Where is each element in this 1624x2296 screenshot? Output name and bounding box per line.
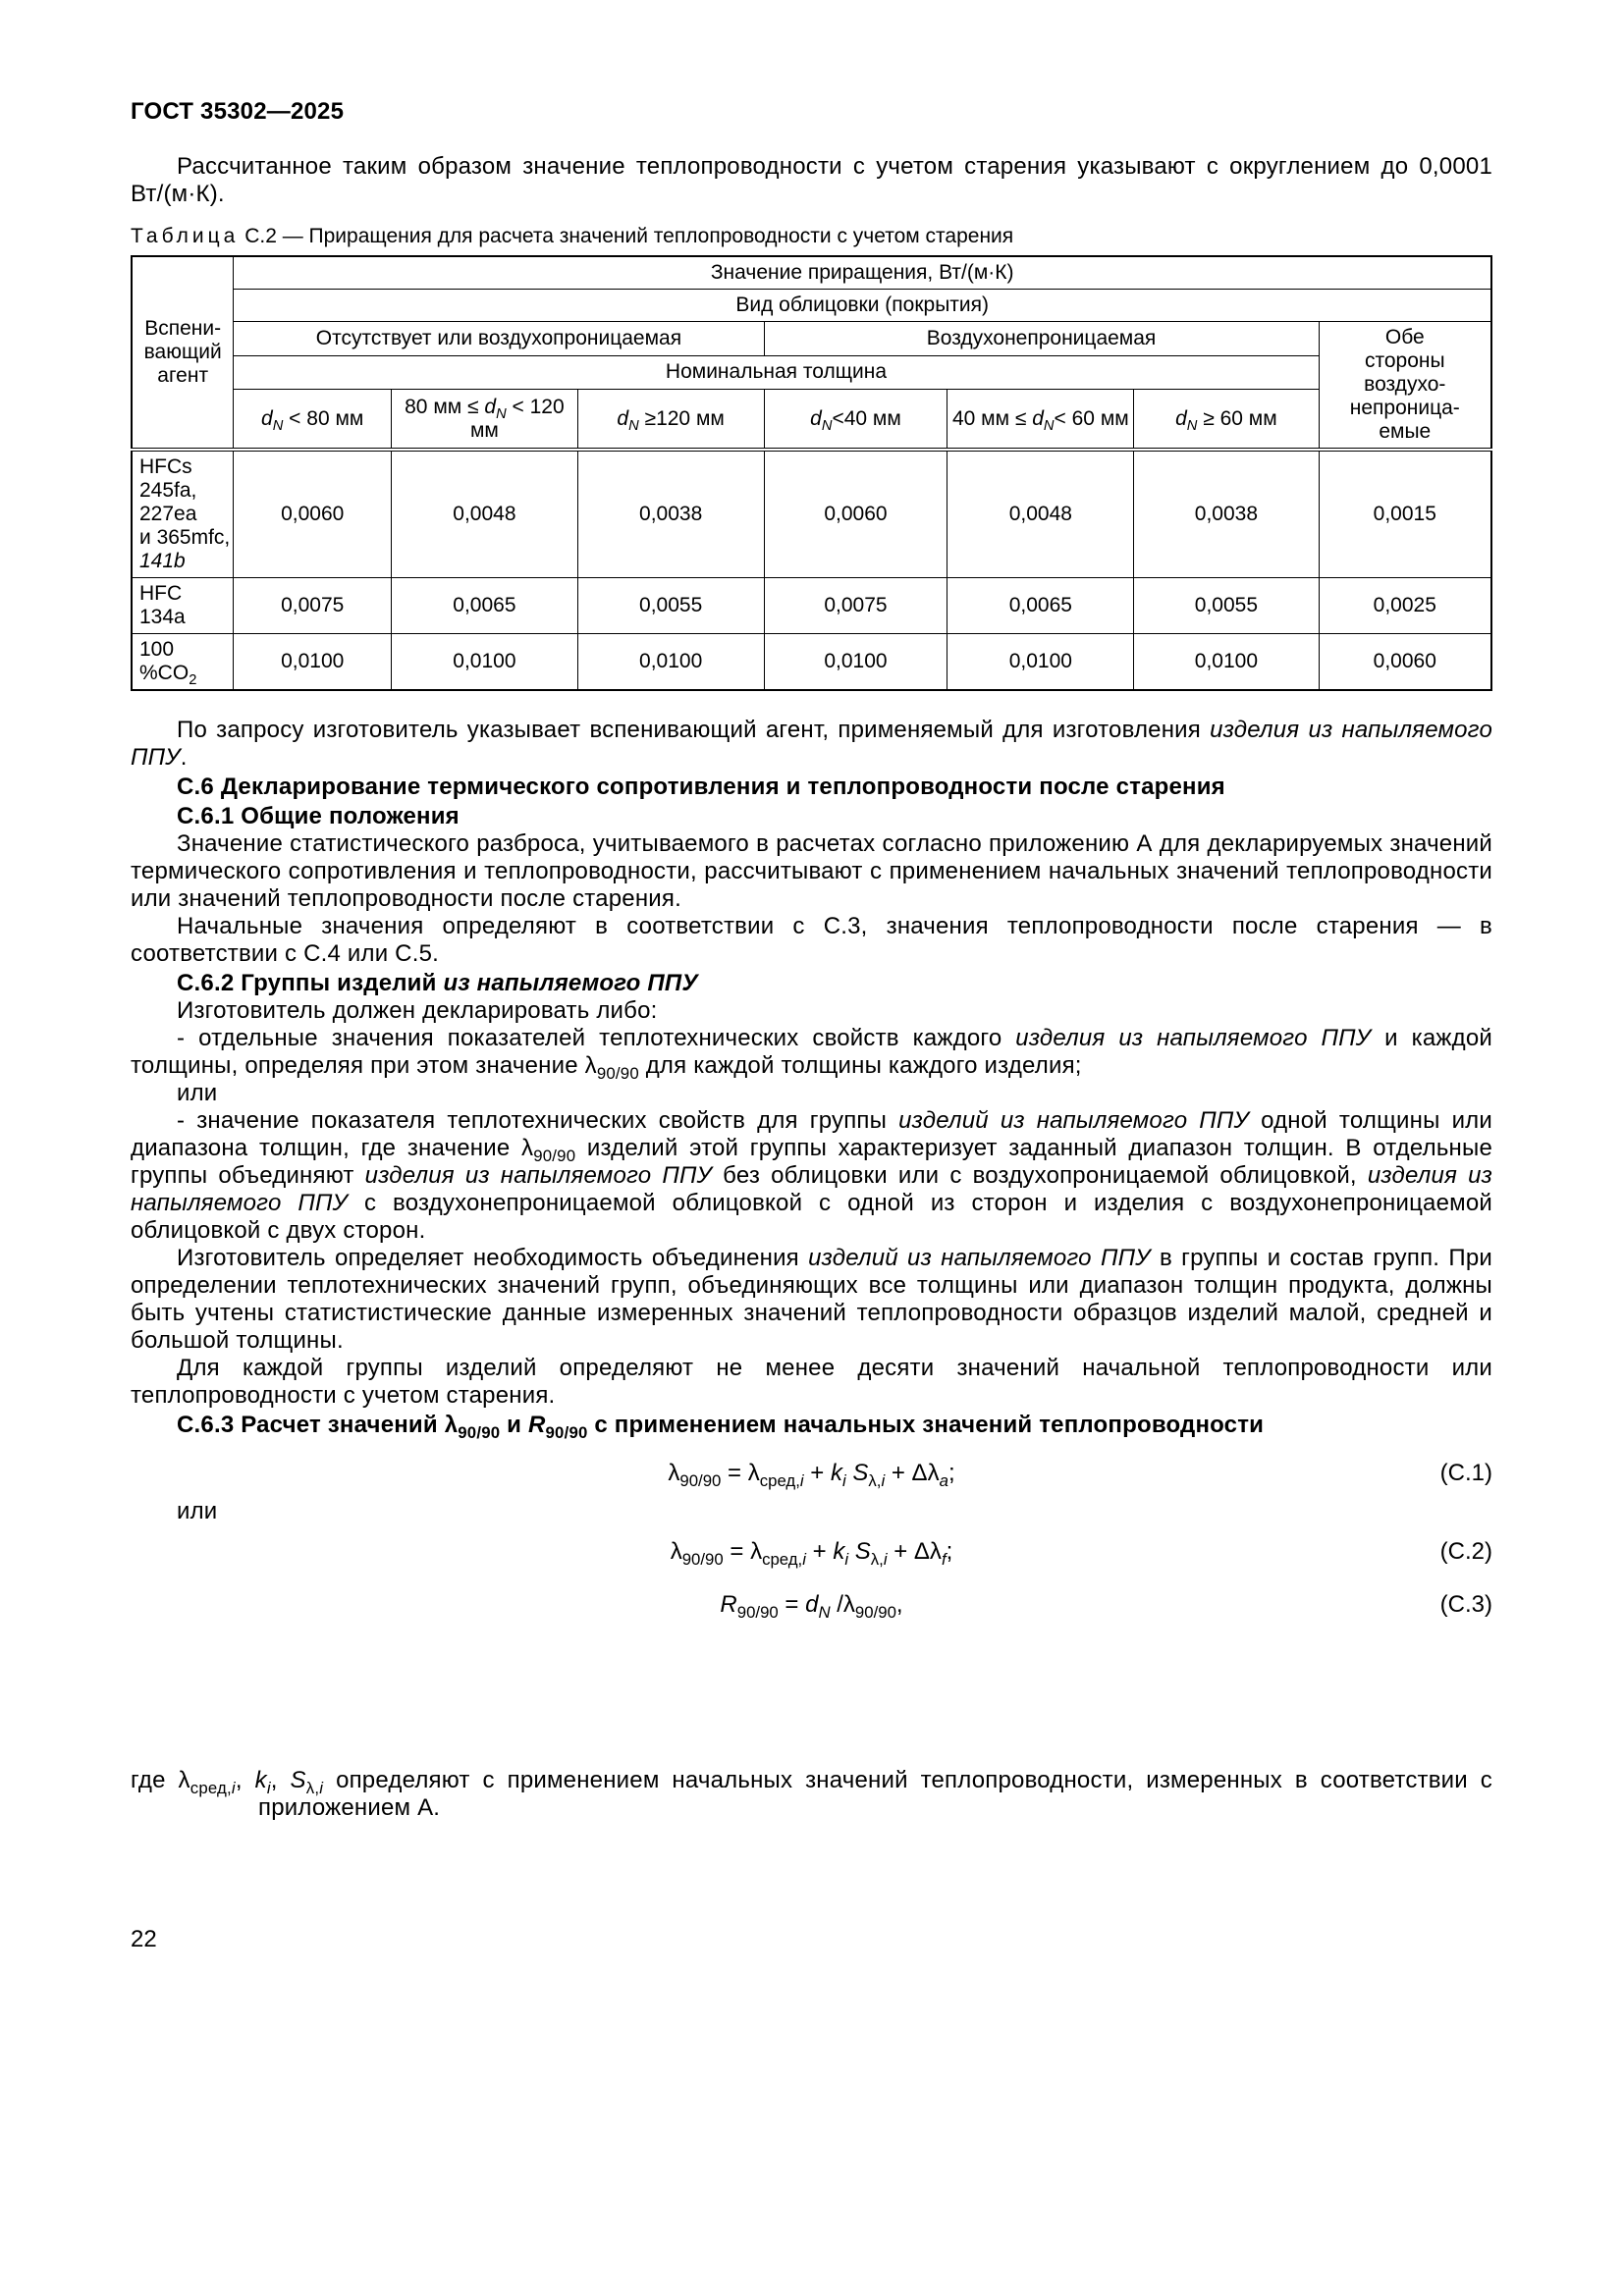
value-cell: 0,0100 — [234, 634, 392, 691]
formula-block — [131, 1459, 1492, 1620]
list-item-individual-values: - отдельные значения показателей теплотехнических свойств каждого изделия из напыляемого ППУ и каждой толщины, определяя при этом значение $\lambda_{90/90}$ для каждой толщины каждого изделия; — [131, 1025, 1493, 1083]
agent-cell: 100 $\%CO_2$ — [132, 634, 234, 691]
formula-c2: $\lambda_{90/90} = \lambda_{сред,i} + k_i$ $S_{\lambda,i} + \Delta\lambda_f$; — [670, 1538, 953, 1569]
value-cell: 0,0075 — [234, 578, 392, 634]
value-cell: 0,0015 — [1319, 450, 1491, 578]
formula-c3: $R_{90/90} = d_N$ $/\lambda_{90/90}$, — [720, 1591, 903, 1622]
table-header-row-4 — [132, 355, 1491, 390]
value-cell: 0,0048 — [392, 450, 578, 578]
heading-c6-3: С.6.3 Расчет значений $\lambda_{90/90}$ и $R_{90/90}$ с применением начальных значений теплопроводности — [177, 1412, 1265, 1442]
value-cell: 0,0060 — [234, 450, 392, 578]
value-cell: 0,0065 — [392, 578, 578, 634]
table-header-group-impermeable: Воздухонепроницаемая — [764, 322, 1319, 356]
page-number: 22 — [131, 1926, 157, 1952]
value-cell: 0,0100 — [947, 634, 1134, 691]
table-header-row-5 — [132, 390, 1491, 450]
formula-row-c1 — [131, 1459, 1492, 1488]
table-header-row-3 — [132, 322, 1491, 356]
paragraph-initial-values: Начальные значения определяют в соответствии с С.3, значения теплопроводности после старения — в соответствии с С.4 или С.5. — [131, 913, 1492, 967]
table-header-value-title: Значение приращения, Вт/(м·К) — [234, 256, 1491, 290]
value-cell: 0,0060 — [1319, 634, 1491, 691]
paragraph-ten-values: Для каждой группы изделий определяют не менее десяти значений начальной теплопроводности или теплопроводности с учетом старения. — [131, 1355, 1492, 1409]
agent-cell: HFC 134a — [132, 578, 234, 634]
value-cell: 0,0055 — [1134, 578, 1319, 634]
heading-c6: С.6 Декларирование термического сопротивления и теплопроводности после старения — [177, 774, 1225, 800]
doc-header: ГОСТ 35302—2025 — [131, 98, 345, 125]
col-header-6: $d_N \ge 60$ мм — [1134, 390, 1319, 450]
agent-cell: HFCs 245fa, 227ea и 365mfc, 141b — [132, 450, 234, 578]
formula-c1: $\lambda_{90/90} = \lambda_{сред,i} + k_i$ $S_{\lambda,i} + \Delta\lambda_a$; — [668, 1460, 955, 1490]
value-cell: 0,0100 — [577, 634, 764, 691]
col-header-5: 40 мм ≤ $d_N< 60$ мм — [947, 390, 1134, 450]
paragraph-must-declare: Изготовитель должен декларировать либо: — [177, 997, 658, 1024]
list-item-group-values: - значение показателя теплотехнических свойств для группы изделий из напыляемого ППУ одной толщины или диапазона толщин, где значение $\lambda_{90/90}$ изделий этой группы характеризует заданный диапазон толщин. В отдельные группы объединяют изделия из напыляемого ППУ без облицовки или с воздухопроницаемой облицовкой, изделия из напыляемого ППУ с воздухонепроницаемой облицовкой с одной из сторон и изделия с воздухонепроницаемой облицовкой с двух сторон. — [131, 1107, 1492, 1244]
table-header-group-permeable: Отсутствует или воздухопроницаемая — [234, 322, 764, 356]
value-cell: 0,0048 — [947, 450, 1134, 578]
heading-c6-2: С.6.2 Группы изделий из напыляемого ППУ — [177, 970, 698, 996]
paragraph-groups: Изготовитель определяет необходимость объединения изделий из напыляемого ППУ в группы и состав групп. При определении теплотехнических значений групп, объединяющих все толщины или диапазон толщин продукта, должны быть учтены статистистические данные измеренных значений теплопроводности образцов изделий малой, средней и большой толщины. — [131, 1245, 1492, 1354]
table-row-hfcs — [132, 450, 1491, 578]
table-header-facing-title: Вид облицовки (покрытия) — [234, 290, 1491, 322]
col-header-2: 80 мм ≤ $d_N < 120$ мм — [392, 390, 578, 450]
heading-c6-1: С.6.1 Общие положения — [177, 803, 460, 829]
table-header-row-2 — [132, 290, 1491, 322]
table-header-row-1 — [132, 256, 1491, 290]
table-row-co2 — [132, 634, 1491, 691]
value-cell: 0,0055 — [577, 578, 764, 634]
table-header-thickness-title: Номинальная толщина — [234, 355, 1319, 390]
value-cell: 0,0038 — [1134, 450, 1319, 578]
col-header-1: $d_N < 80$ мм — [234, 390, 392, 450]
increments-table — [131, 255, 1492, 691]
table-row-hfc134a — [132, 578, 1491, 634]
col-header-4: $d_N<40$ мм — [764, 390, 947, 450]
value-cell: 0,0060 — [764, 450, 947, 578]
paragraph-or-2: или — [177, 1498, 218, 1524]
value-cell: 0,0100 — [1134, 634, 1319, 691]
table-header-both-sides: Обе стороны воздухо- непроница- емые — [1319, 322, 1491, 451]
formula-number-c2: (С.2) — [1439, 1538, 1492, 1565]
formula-row-c2 — [131, 1537, 1492, 1567]
formula-number-c1: (С.1) — [1439, 1460, 1492, 1486]
table-header-agent: Вспени- вающий агент — [132, 256, 234, 450]
value-cell: 0,0075 — [764, 578, 947, 634]
paragraph-statistical: Значение статистического разброса, учитываемого в расчетах согласно приложению А для декларируемых значений термического сопротивления и теплопроводности, рассчитывают с применением начальных значений теплопроводности или значений теплопроводности после старения. — [131, 830, 1492, 912]
paragraph-or-1: или — [177, 1080, 218, 1106]
value-cell: 0,0100 — [392, 634, 578, 691]
value-cell: 0,0065 — [947, 578, 1134, 634]
formula-number-c3: (С.3) — [1439, 1591, 1492, 1618]
paragraph-where: где $\lambda_{сред,i}$, $k_i$, $S_{\lambda,i}$ определяют с применением начальных значений теплопроводности, измеренных в соответствии с приложением А. — [131, 1767, 1492, 1821]
value-cell: 0,0100 — [764, 634, 947, 691]
table-caption-word: Таблица — [131, 225, 240, 247]
paragraph-request-agent: По запросу изготовитель указывает вспенивающий агент, применяемый для изготовления изделия из напыляемого ППУ. — [131, 717, 1493, 771]
table-caption-text: С.2 — Приращения для расчета значений теплопроводности с учетом старения — [244, 225, 1014, 247]
table-caption — [131, 224, 1492, 249]
formula-row-c3 — [131, 1590, 1492, 1620]
value-cell: 0,0038 — [577, 450, 764, 578]
col-header-3: $d_N \ge 120$ мм — [577, 390, 764, 450]
value-cell: 0,0025 — [1319, 578, 1491, 634]
paragraph-rounding: Рассчитанное таким образом значение теплопроводности с учетом старения указывают с округлением до 0,0001 Вт/(м·К). — [131, 153, 1492, 207]
